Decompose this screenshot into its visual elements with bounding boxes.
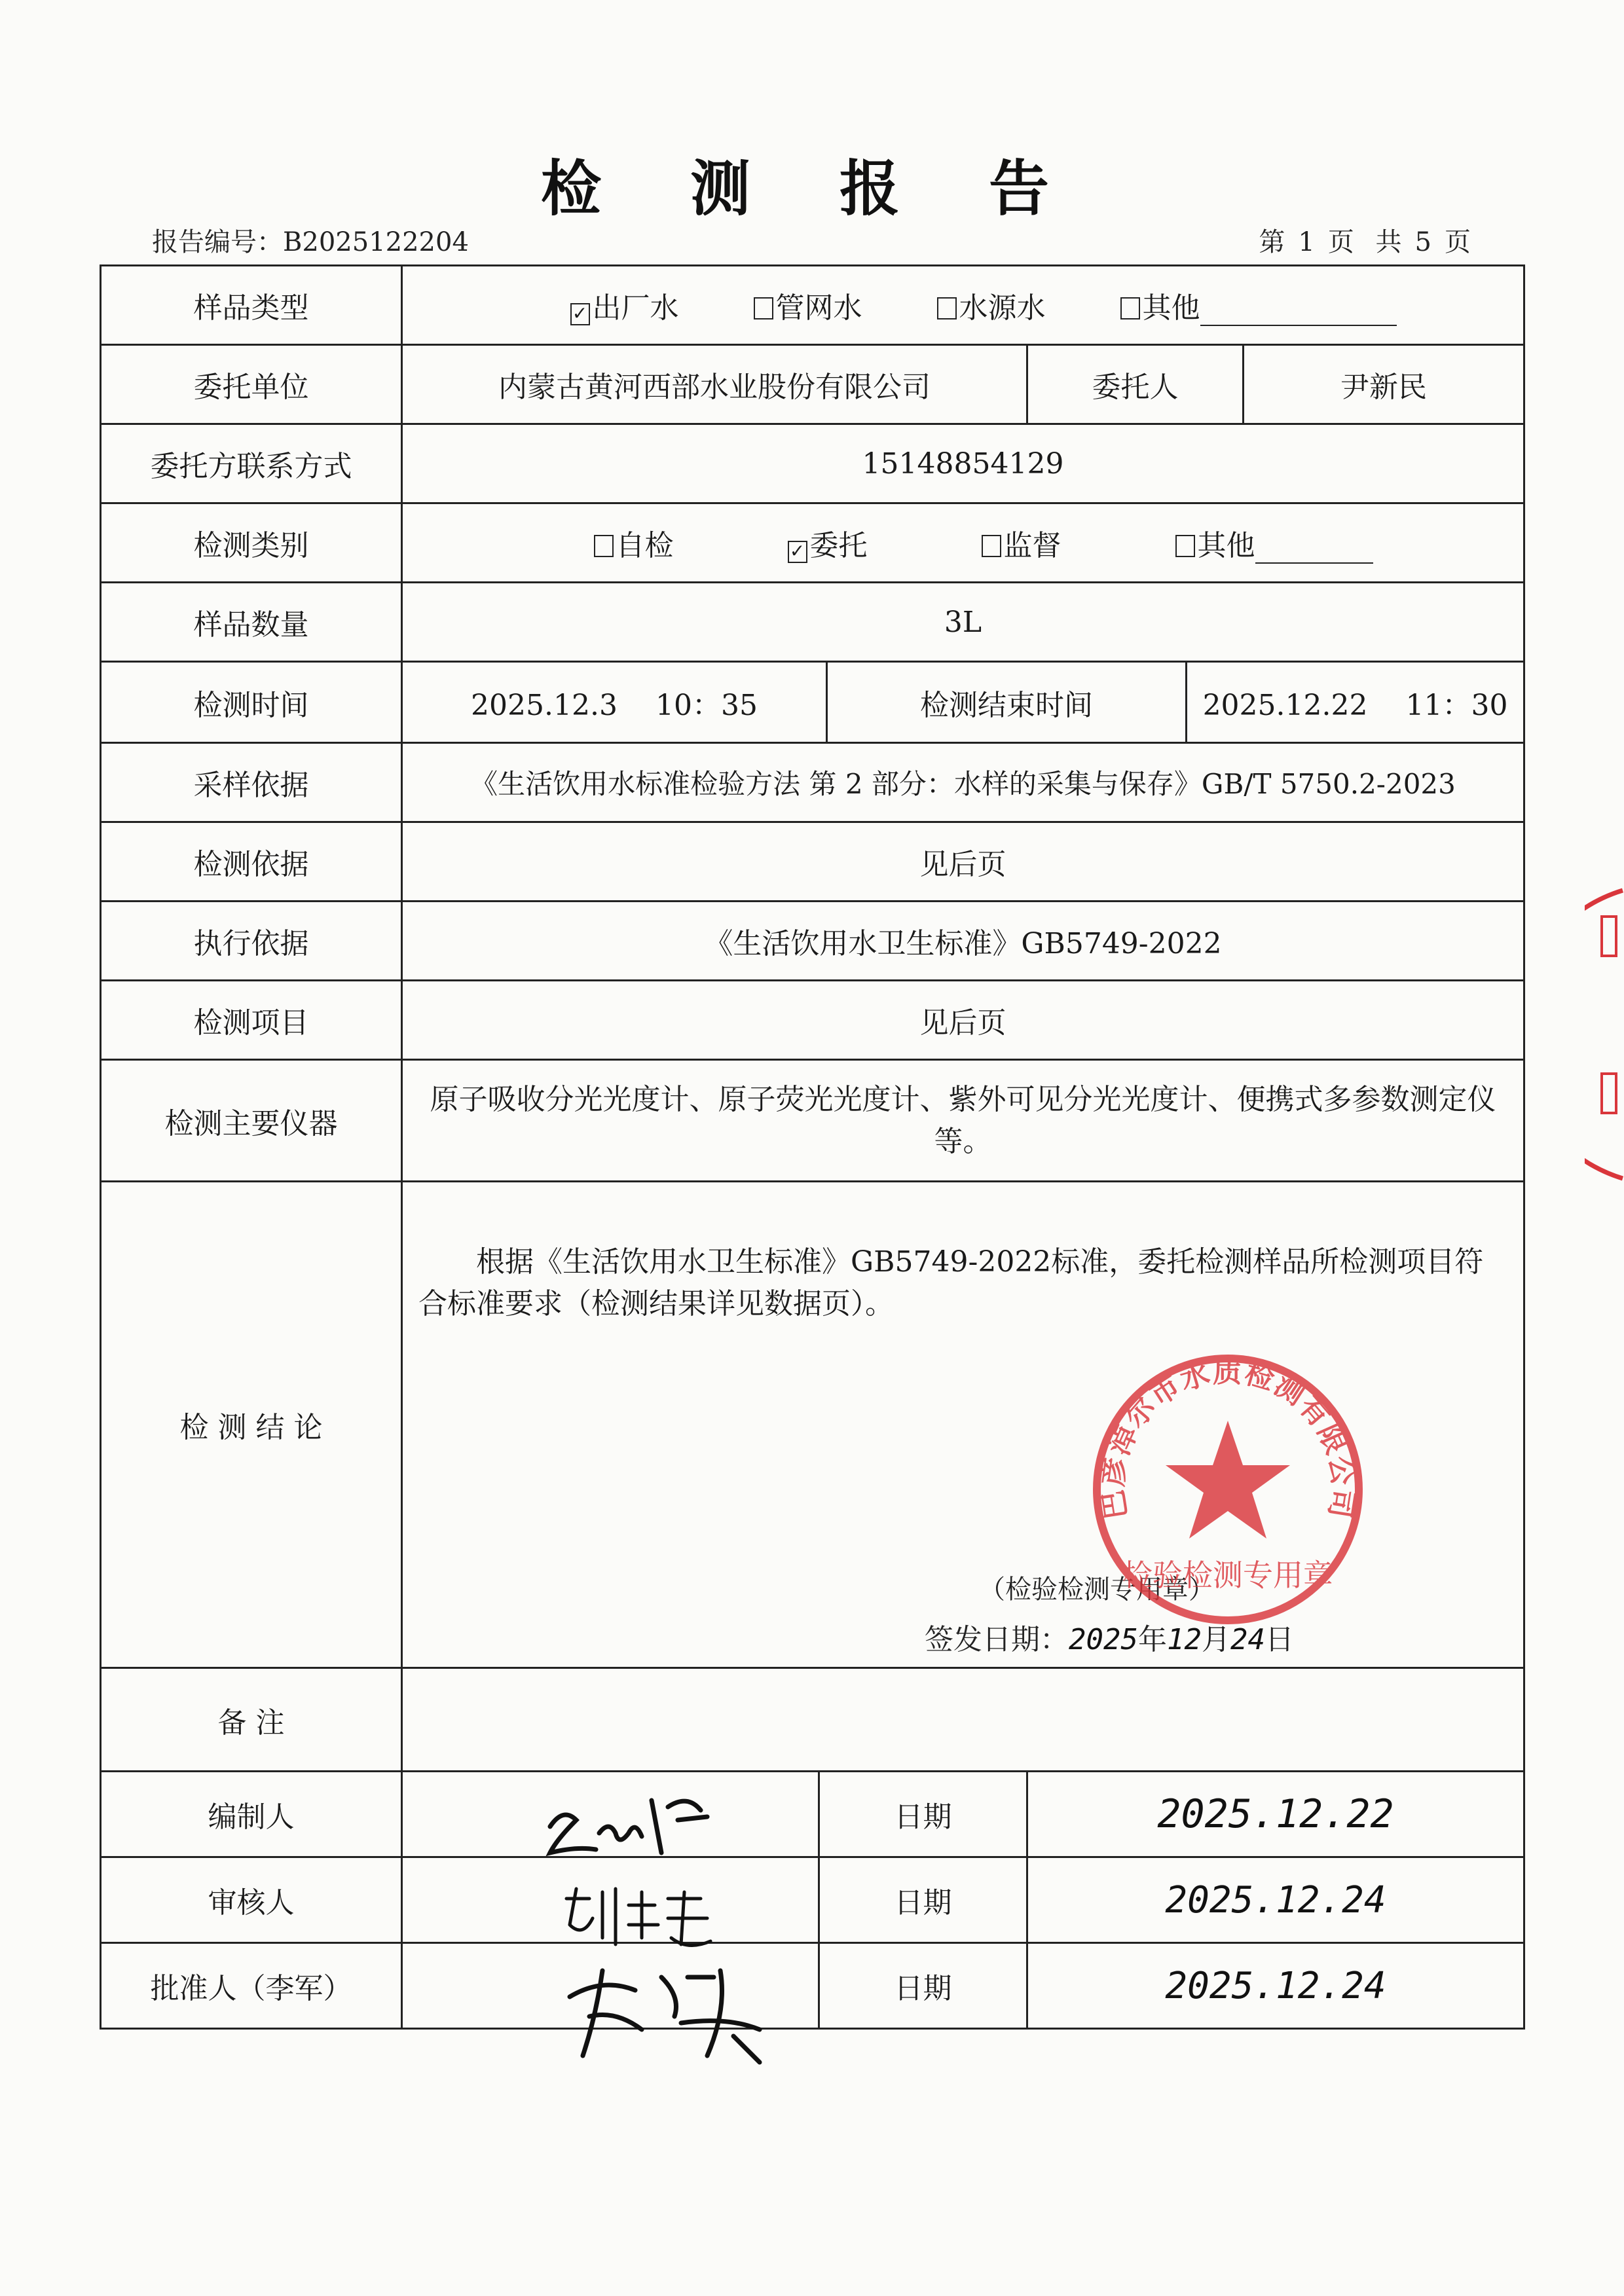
reviewer-subtable: [403, 1858, 1026, 1942]
row-sample-qty: [101, 583, 1524, 662]
page-indicator: [1252, 221, 1477, 259]
remarks-value: [402, 1668, 1524, 1772]
row-compiler: [101, 1772, 1524, 1857]
test-basis-label: 检测依据: [101, 822, 402, 902]
reviewer-signature-area: [403, 1858, 819, 1942]
checkbox-network-water[interactable]: 管网水: [754, 284, 862, 326]
seal-subtext: 检验检测专用章: [1122, 1558, 1333, 1593]
row-conclusion: [101, 1182, 1524, 1668]
page-prefix: 第: [1259, 227, 1285, 257]
client-person-label: 委托人: [1027, 345, 1244, 424]
issue-day-suffix: 日: [1264, 1623, 1294, 1656]
test-items-value: 见后页: [402, 981, 1524, 1060]
partial-seal-icon: [1585, 877, 1624, 1192]
checkbox-outlet-water[interactable]: ✓ 出厂水: [570, 284, 679, 326]
approver-subtable: [403, 1944, 1026, 2028]
page-suffix: 页: [1445, 227, 1471, 257]
checkbox-source-water[interactable]: 水源水: [937, 284, 1046, 326]
reviewer-label: 审核人: [101, 1857, 402, 1943]
issue-year: 2025: [1069, 1623, 1138, 1656]
seal-arc-text: 巴彦淖尔市水质检测有限公司: [1096, 1355, 1360, 1522]
checkbox-self-test[interactable]: 自检: [594, 522, 674, 564]
exec-basis-label: 执行依据: [101, 902, 402, 981]
row-client: [101, 345, 1524, 424]
approver-label: 批准人（李军）: [101, 1943, 402, 2029]
test-time-subtable: [403, 663, 1523, 742]
test-end-label: 检测结束时间: [827, 663, 1187, 742]
client-label: 委托单位: [101, 345, 402, 424]
reviewer-date-label: 日期: [894, 1886, 952, 1920]
approver-date: 2025.12.24: [1027, 1943, 1524, 2029]
test-category-label: 检测类别: [101, 503, 402, 583]
checkbox-empty-icon: [1120, 297, 1140, 319]
test-category-options: [402, 503, 1524, 583]
sample-qty-value: 3L: [402, 583, 1524, 662]
checkbox-other[interactable]: 其他: [1120, 284, 1397, 326]
client-value: 内蒙古黄河西部水业股份有限公司: [402, 345, 1027, 424]
row-test-items: [101, 981, 1524, 1060]
test-basis-value: 见后页: [402, 822, 1524, 902]
approver-signature-area: [403, 1944, 819, 2028]
contact-value: 15148854129: [402, 424, 1524, 503]
approver-sign-cell: [402, 1943, 1027, 2029]
compiler-subtable: [403, 1772, 1026, 1856]
test-end-value: 2025.12.22 11：30: [1202, 688, 1508, 722]
other-blank-line: [1200, 302, 1397, 326]
issue-date-label: 签发日期：: [925, 1623, 1069, 1656]
checkbox-empty-icon: [937, 297, 957, 319]
row-exec-basis: [101, 902, 1524, 981]
conclusion-label: 检 测 结 论: [101, 1182, 402, 1668]
checkbox-category-other[interactable]: 其他: [1175, 522, 1373, 564]
instruments-label: 检测主要仪器: [101, 1060, 402, 1182]
issue-day: 24: [1230, 1623, 1265, 1656]
reviewer-date: 2025.12.24: [1027, 1857, 1524, 1943]
checkbox-checked-icon: ✓: [788, 541, 807, 563]
report-number: [152, 221, 469, 259]
conclusion-text: 根据《生活饮用水卫生标准》GB5749-2022标准，委托检测样品所检测项目符合标准要求（检测结果详见数据页）。: [418, 1245, 1484, 1321]
page-total: 5: [1414, 227, 1431, 257]
checkbox-empty-icon: [594, 535, 614, 557]
test-start-value: 2025.12.3 10：35: [403, 663, 827, 742]
exec-basis-value: 《生活饮用水卫生标准》GB5749-2022: [402, 902, 1524, 981]
issue-month: 12: [1166, 1623, 1202, 1656]
issue-date: [925, 1616, 1294, 1658]
stamp-note: （检验检测专用章）: [979, 1575, 1215, 1605]
issue-year-suffix: 年: [1137, 1623, 1167, 1656]
checkbox-empty-icon: [982, 535, 1001, 557]
approver-date-label: 日期: [894, 1972, 952, 2005]
compiler-sign-cell: [402, 1772, 1027, 1857]
sample-qty-label: 样品数量: [101, 583, 402, 662]
contact-label: 委托方联系方式: [101, 424, 402, 503]
row-sample-type: [101, 266, 1524, 345]
sample-type-options: [402, 266, 1524, 345]
checkbox-commissioned[interactable]: ✓ 委托: [788, 522, 868, 564]
page-total-prefix: 共: [1375, 227, 1402, 257]
sampling-basis-value: 《生活饮用水标准检验方法 第 2 部分：水样的采集与保存》GB/T 5750.2-2023: [402, 743, 1524, 822]
report-number-value: B2025122204: [283, 227, 469, 257]
row-test-time: [101, 662, 1524, 743]
checkbox-empty-icon: [1175, 535, 1195, 557]
row-reviewer: [101, 1857, 1524, 1943]
checkbox-checked-icon: ✓: [570, 303, 590, 325]
issue-month-suffix: 月: [1201, 1623, 1230, 1656]
remarks-label: 备 注: [101, 1668, 402, 1772]
compiler-date: 2025.12.22: [1027, 1772, 1524, 1857]
row-approver: [101, 1943, 1524, 2029]
client-person-value: 尹新民: [1244, 345, 1524, 424]
row-contact: [101, 424, 1524, 503]
test-items-label: 检测项目: [101, 981, 402, 1060]
checkbox-supervision[interactable]: 监督: [982, 522, 1061, 564]
row-instruments: [101, 1060, 1524, 1182]
sampling-basis-label: 采样依据: [101, 743, 402, 822]
report-table: [100, 264, 1525, 2030]
report-number-label: 报告编号：: [152, 227, 283, 257]
compiler-label: 编制人: [101, 1772, 402, 1857]
report-title: 检 测 报 告: [540, 154, 1084, 224]
test-time-cells: [402, 662, 1524, 743]
checkbox-empty-icon: [754, 297, 773, 319]
row-test-category: [101, 503, 1524, 583]
page-current: 1: [1298, 227, 1315, 257]
instruments-value: 原子吸收分光光度计、原子荧光光度计、紫外可见分光光度计、便携式多参数测定仪等。: [402, 1060, 1524, 1182]
test-time-label: 检测时间: [101, 662, 402, 743]
row-remarks: [101, 1668, 1524, 1772]
conclusion-cell: [402, 1182, 1524, 1668]
sample-type-label: 样品类型: [101, 266, 402, 345]
other-blank-line: [1255, 540, 1373, 564]
reviewer-sign-cell: [402, 1857, 1027, 1943]
page-mid: 页: [1327, 227, 1354, 257]
compiler-signature-area: [403, 1772, 819, 1856]
row-test-basis: [101, 822, 1524, 902]
row-sampling-basis: [101, 743, 1524, 822]
compiler-date-label: 日期: [894, 1800, 952, 1834]
